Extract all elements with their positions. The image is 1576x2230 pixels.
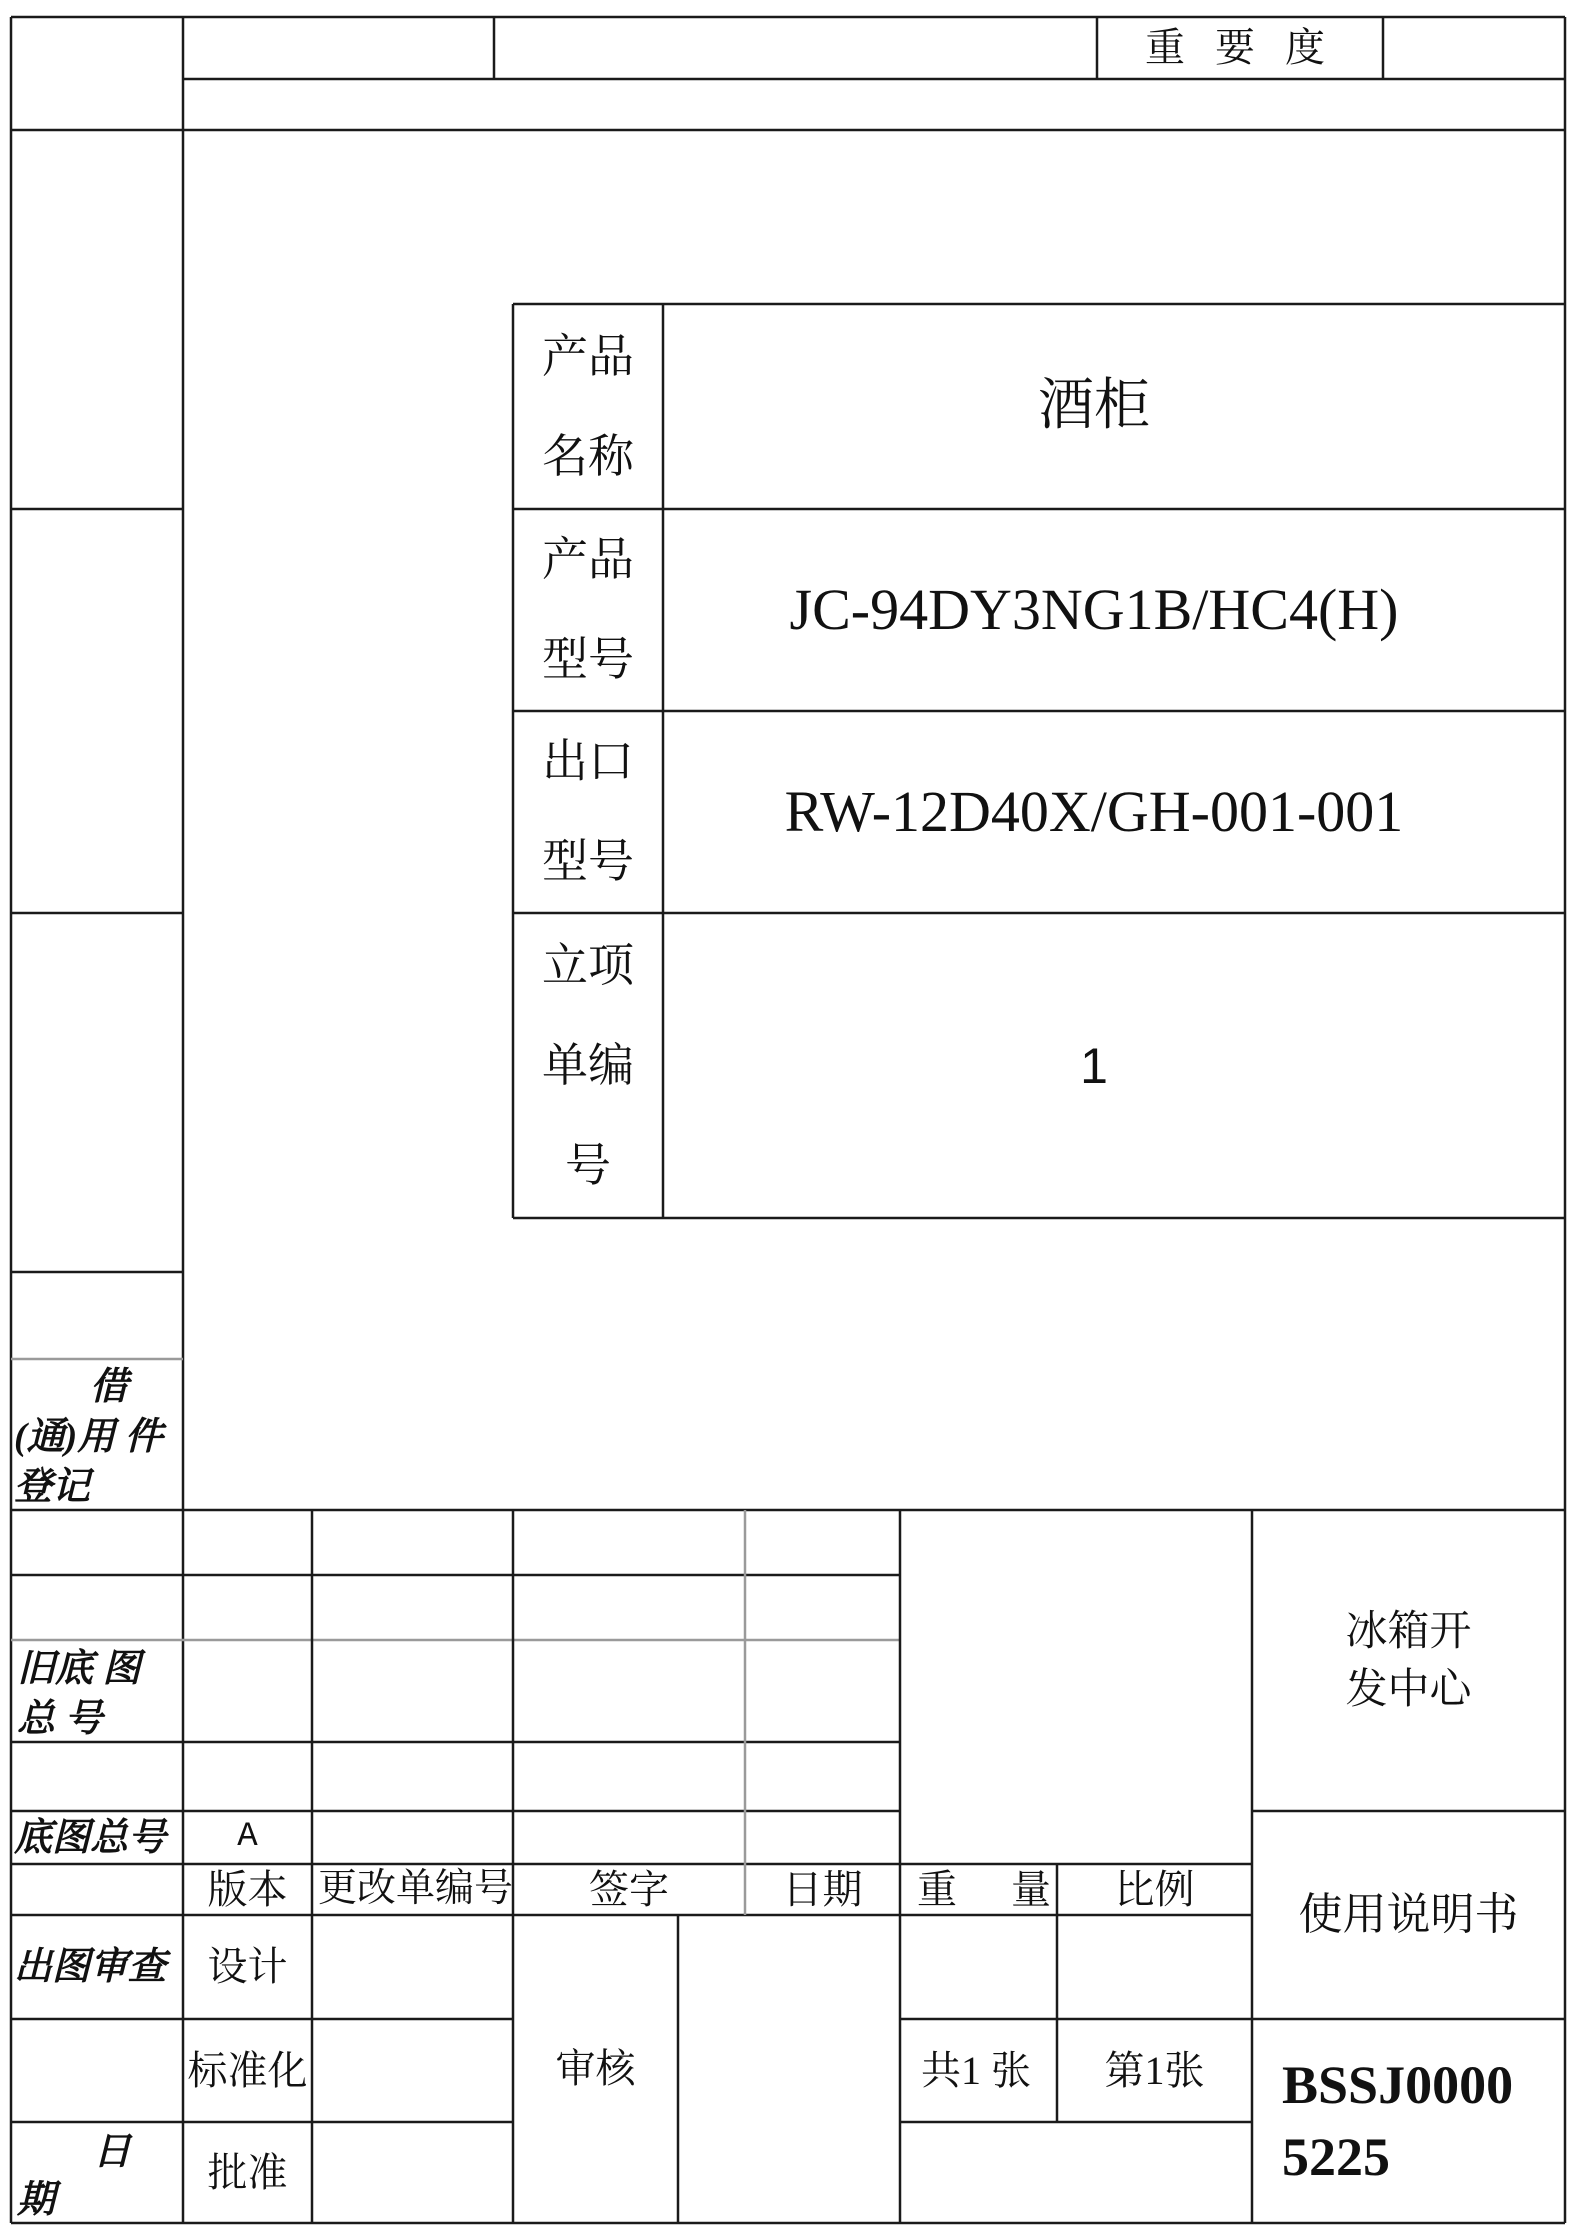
product-name-value: 酒柜 bbox=[1038, 374, 1150, 437]
scale-header: 比例 bbox=[1114, 1866, 1195, 1912]
version-value: A bbox=[237, 1818, 258, 1857]
drawing-number-label: 底图总号 bbox=[14, 1816, 167, 1859]
department-name: 冰箱开发中心 bbox=[1345, 1608, 1472, 1713]
borrow-register-label bbox=[14, 1362, 163, 1512]
signature-header: 签字 bbox=[589, 1866, 669, 1912]
project-number-label: 立项单编号 bbox=[542, 939, 634, 1191]
importance-label: 重 要 度 bbox=[1145, 25, 1335, 70]
weight-header: 重 量 bbox=[917, 1867, 1051, 1912]
document-number: BSSJ00005225 bbox=[1282, 2055, 1514, 2187]
old-drawing-number-line: 总 号 bbox=[17, 1698, 103, 1740]
export-model-value: RW-12D40X/GH-001-001 bbox=[784, 779, 1404, 845]
audit-label: 审核 bbox=[555, 2046, 636, 2091]
standardization-label: 标准化 bbox=[187, 2047, 308, 2093]
old-drawing-number-label bbox=[17, 1644, 141, 1744]
version-header: 版本 bbox=[207, 1866, 288, 1912]
total-sheets: 共1 张 bbox=[921, 2047, 1031, 2093]
date-label-line: 日 bbox=[93, 2131, 132, 2173]
date-label-line: 期 bbox=[17, 2179, 56, 2221]
product-name-label: 产品名称 bbox=[542, 330, 634, 482]
old-drawing-number-line: 旧底 图 bbox=[17, 1648, 141, 1690]
borrow-register-line: 登记 bbox=[14, 1466, 91, 1508]
export-model-label: 出口型号 bbox=[542, 736, 634, 887]
change-number-header: 更改单编号 bbox=[318, 1867, 514, 1911]
current-sheet: 第1张 bbox=[1104, 2047, 1205, 2093]
date-header: 日期 bbox=[782, 1866, 863, 1912]
borrow-register-line: (通)用 件 bbox=[14, 1416, 163, 1458]
date-label bbox=[17, 2128, 131, 2224]
borrow-register-line: 借 bbox=[90, 1366, 129, 1408]
design-label: 设计 bbox=[207, 1944, 288, 1989]
project-number-value: 1 bbox=[1080, 1037, 1108, 1094]
review-label: 出图审查 bbox=[14, 1946, 167, 1988]
approval-label: 批准 bbox=[207, 2149, 288, 2195]
product-model-value: JC-94DY3NG1B/HC4(H) bbox=[789, 577, 1399, 643]
document-type: 使用说明书 bbox=[1298, 1889, 1519, 1939]
product-model-label: 产品型号 bbox=[542, 534, 634, 685]
